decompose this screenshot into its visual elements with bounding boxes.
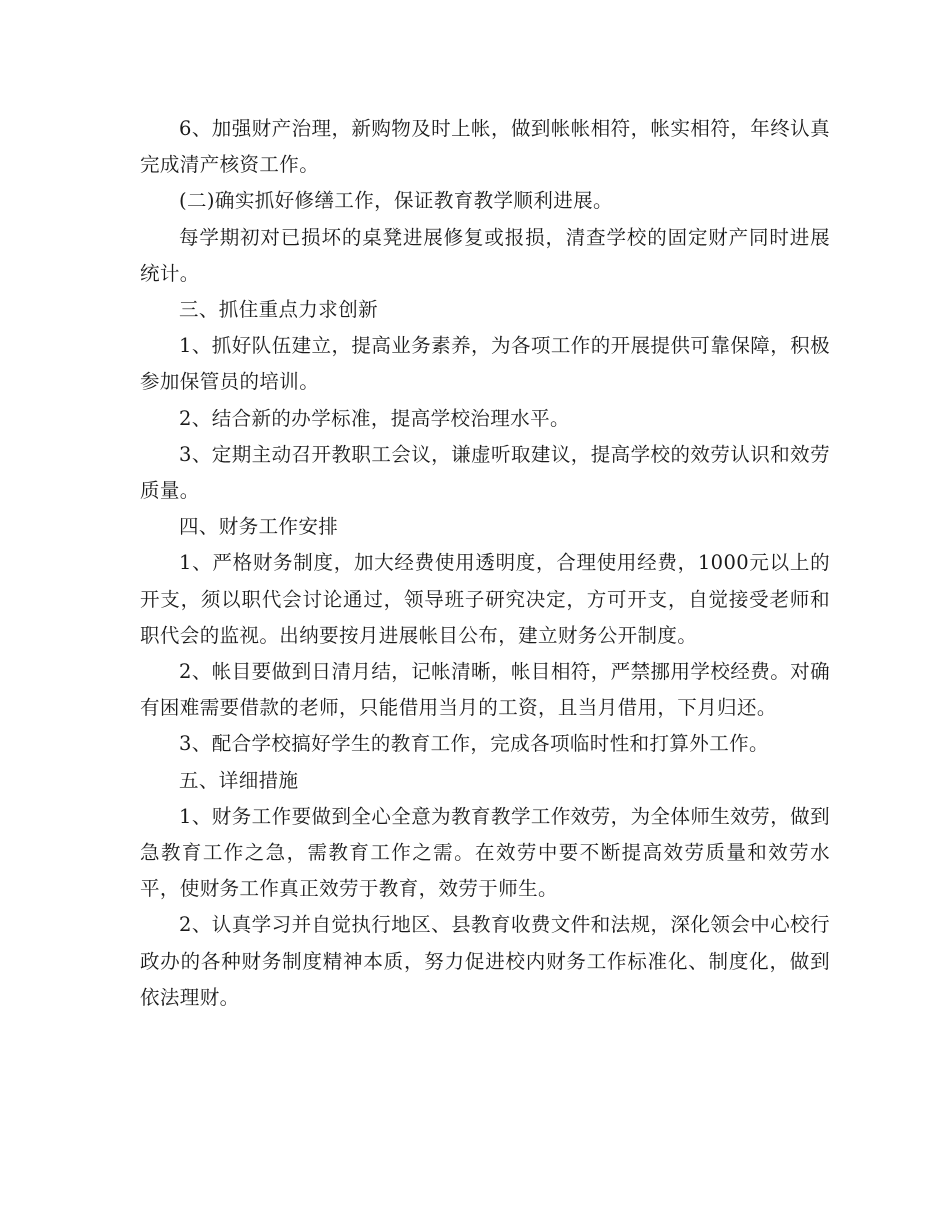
heading-section-five: 五、详细措施 xyxy=(179,768,299,792)
paragraph-service-attitude: 1、财务工作要做到全心全意为教育教学工作效劳，为全体师生效劳，做到急教育工作之急，需教育工作之需。在效劳中要不断提高效劳质量和效劳水平，使财务工作真正效劳于教育，效劳于师生。 xyxy=(140,804,830,901)
paragraph-repair-inventory: 每学期初对已损坏的桌凳进展修复或报损，清查学校的固定财产同时进展统计。 xyxy=(140,225,830,285)
paragraph-school-standards: 2、结合新的办学标准，提高学校治理水平。 xyxy=(179,406,570,430)
paragraph-accounts-daily: 2、帐目要做到日清月结，记帐清晰，帐目相符，严禁挪用学校经费。对确有困难需要借款的老师，只能借用当月的工资，且当月借用，下月归还。 xyxy=(140,660,830,720)
heading-repair-work: (二)确实抓好修缮工作，保证教育教学顺利进展。 xyxy=(179,189,613,213)
paragraph-regulations: 2、认真学习并自觉执行地区、县教育收费文件和法规，深化领会中心校行政办的各种财务制度精神本质，努力促进校内财务工作标准化、制度化，做到依法理财。 xyxy=(140,913,830,1009)
heading-section-three: 三、抓住重点力求创新 xyxy=(179,298,379,322)
paragraph-financial-system: 1、严格财务制度，加大经费使用透明度，合理使用经费，1000元以上的开支，须以职代会讨论通过，领导班子研究决定，方可开支，自觉接受老师和职代会的监视。出纳要按月进展帐目公布，建立财务公开制度。 xyxy=(140,551,830,647)
paragraph-staff-meetings: 3、定期主动召开教职工会议，谦虚听取建议，提高学校的效劳认识和效劳质量。 xyxy=(140,442,830,503)
paragraph-team-building: 1、抓好队伍建立，提高业务素养，为各项工作的开展提供可靠保障，积极参加保管员的培训。 xyxy=(140,334,830,394)
heading-section-four: 四、财务工作安排 xyxy=(179,515,339,539)
paragraph-asset-management: 6、加强财产治理，新购物及时上帐，做到帐帐相符，帐实相符，年终认真完成清产核资工作。 xyxy=(140,117,830,177)
document-body xyxy=(140,111,830,1016)
paragraph-student-education: 3、配合学校搞好学生的教育工作，完成各项临时性和打算外工作。 xyxy=(179,732,769,756)
